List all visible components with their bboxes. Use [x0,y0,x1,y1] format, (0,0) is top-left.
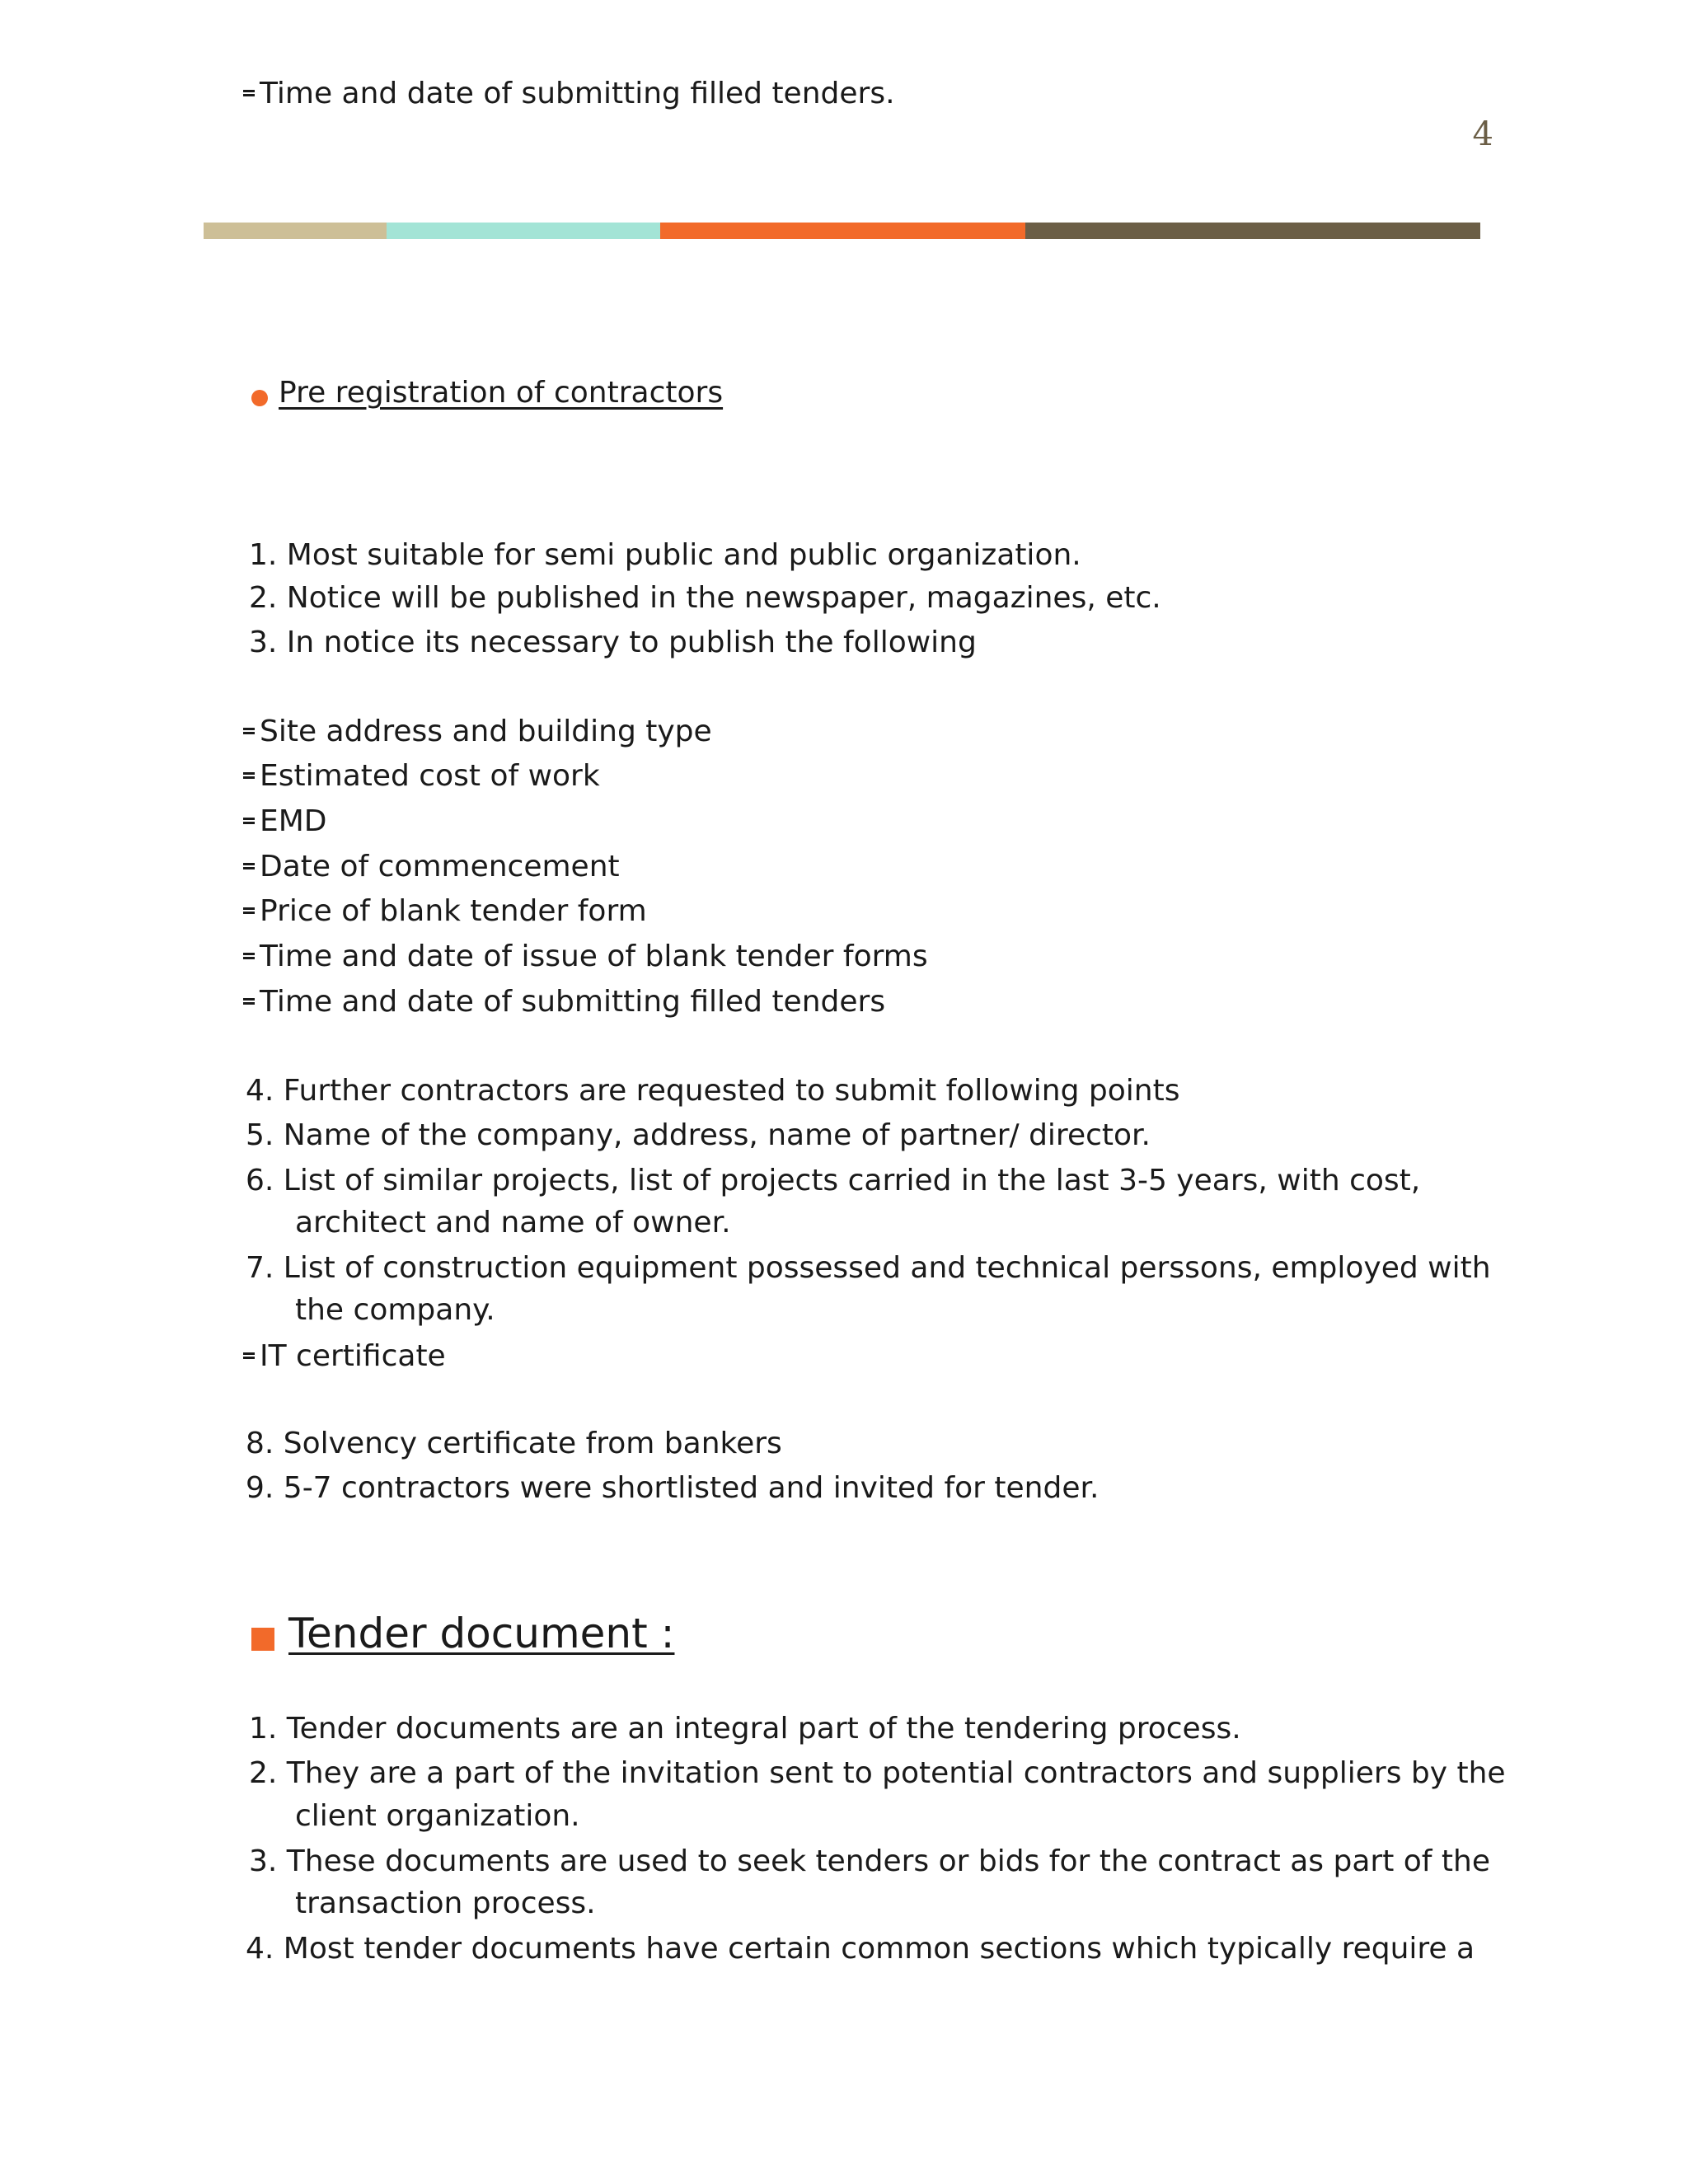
dash-list-item: Date of commencement [243,846,620,888]
dash-bullet-icon [243,1352,255,1359]
bar-segment-tan [204,223,387,239]
list-item: 3. These documents are used to seek tenders or bids for the contract as part of the [249,1844,1490,1878]
list-item-continuation: architect and name of owner. [295,1206,731,1240]
bar-segment-brown [1025,223,1480,239]
dash-bullet-icon [243,998,255,1005]
bar-segment-orange [660,223,1025,239]
dash-list-item: Time and date of submitting filled tenders [243,981,885,1024]
list-item: 2. Notice will be published in the newspaper, magazines, etc. [249,581,1161,615]
list-item: 1. Most suitable for semi public and public organization. [249,538,1081,572]
dash-bullet-icon [243,728,255,734]
dash-list-item: Site address and building type [243,710,712,753]
square-bullet-icon [251,1628,274,1651]
bar-segment-mint [387,223,660,239]
list-item: 7. List of construction equipment possessed and technical perssons, employed with [246,1251,1491,1285]
dash-bullet-icon [243,772,255,779]
list-item: 9. 5-7 contractors were shortlisted and invited for tender. [246,1471,1100,1505]
dash-list-item: IT certificate [243,1335,446,1378]
dash-list-item: Time and date of submitting filled tenders. [243,73,895,115]
list-item: 8. Solvency certificate from bankers [246,1427,782,1460]
dash-bullet-icon [243,907,255,914]
list-item-continuation: transaction process. [295,1886,596,1920]
dash-bullet-icon [243,863,255,869]
list-item: 5. Name of the company, address, name of partner/ director. [246,1118,1151,1152]
page-number: 4 [1472,115,1493,153]
dash-list-item: Estimated cost of work [243,755,600,798]
list-item-continuation: the company. [295,1293,495,1327]
section-heading-pre-registration: Pre registration of contractors [279,376,724,410]
dash-bullet-icon [243,90,255,96]
list-item: 4. Most tender documents have certain common sections which typically require a [246,1932,1475,1966]
list-item: 1. Tender documents are an integral part of the tendering process. [249,1712,1241,1746]
dash-bullet-icon [243,953,255,959]
dash-list-item: EMD [243,800,327,843]
list-item: 3. In notice its necessary to publish the following [249,626,977,659]
dash-list-item: Price of blank tender form [243,890,647,933]
circle-bullet-icon [251,390,268,406]
list-item: 6. List of similar projects, list of projects carried in the last 3-5 years, with cost, [246,1164,1421,1197]
list-item: 2. They are a part of the invitation sent to potential contractors and suppliers by the [249,1756,1506,1790]
dash-list-item: Time and date of issue of blank tender forms [243,935,928,978]
list-item: 4. Further contractors are requested to submit following points [246,1074,1180,1108]
dash-bullet-icon [243,818,255,824]
section-heading-tender-document: Tender document : [288,1610,675,1657]
list-item-continuation: client organization. [295,1799,580,1833]
